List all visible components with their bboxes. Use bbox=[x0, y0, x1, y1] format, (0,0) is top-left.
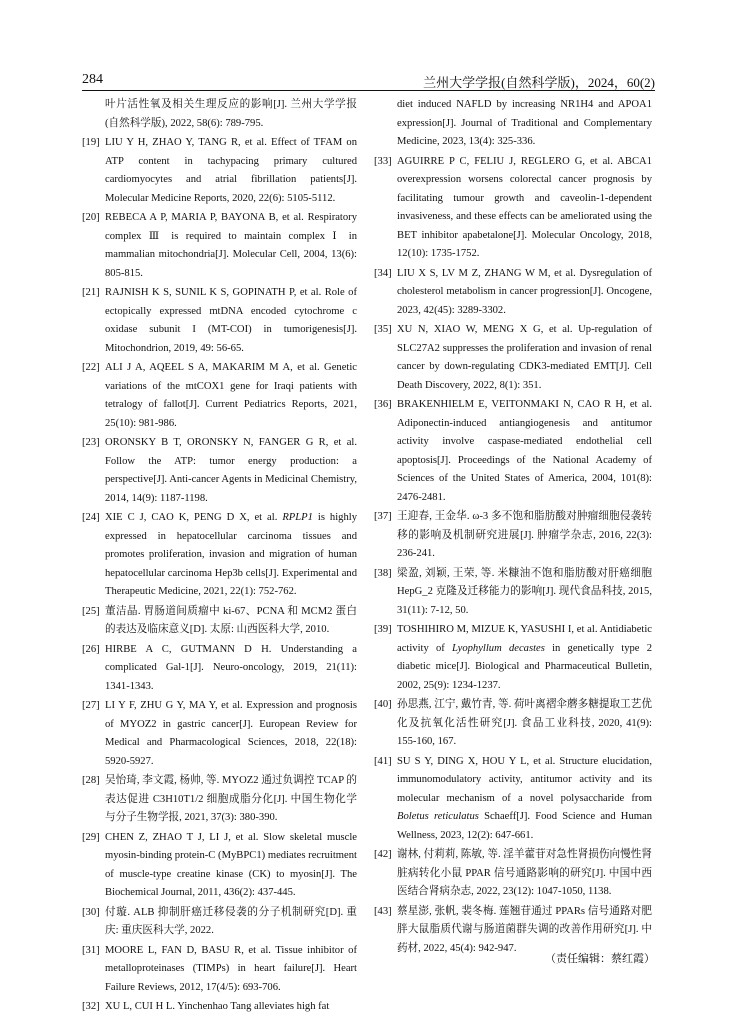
reference-text: 付璇. ALB 抑制肝癌迁移侵袭的分子机制研究[D]. 重庆: 重庆医科大学, 2022. bbox=[105, 906, 357, 936]
reference-text: 王迎春, 王金华. ω-3 多不饱和脂肪酸对肿瘤细胞侵袭转移的影响及机制研究进展[J]. 肿瘤学杂志, 2016, 22(3): 236-241. bbox=[397, 511, 652, 559]
reference-italic-term: RPLP1 bbox=[282, 512, 313, 523]
reference-number: [30] bbox=[82, 906, 100, 918]
reference-number: [39] bbox=[374, 624, 392, 635]
reference-text-part: TOSHIHIRO M, MIZUE K, YASUSHI I, et al. Antidiabetic activity of bbox=[397, 624, 652, 654]
left-reference-column bbox=[82, 96, 357, 1018]
reference-text: RAJNISH K S, SUNIL K S, GOPINATH P, et al. Role of ectopically expressed mtDNA encoded cytochrome c oxidase subunit I (MT-COI) in tumorigenesis[J]. Mitochondrion, 2019, 49: 56-65. bbox=[105, 287, 357, 354]
reference-item bbox=[82, 829, 357, 903]
reference-italic-term: Lyophyllum decastes bbox=[452, 642, 545, 654]
reference-text bbox=[105, 509, 357, 602]
reference-text: CHEN Z, ZHAO T J, LI J, et al. Slow skeletal muscle myosin-binding protein-C (MyBPC1) mediates recruitment of muscle-type creatine kinase (CK) to myosin[J]. The Biochemical Journal, 2011, 436(2): 437-445. bbox=[105, 831, 357, 898]
reference-text: 蔡星澎, 张帆, 裴冬梅. 莲翘苷通过 PPARs 信号通路对肥胖大鼠脂质代谢与肠道菌群失调的改善作用研究[J]. 中药材, 2022, 45(4): 942-947. bbox=[397, 905, 652, 954]
reference-text: LIU X S, LV M Z, ZHANG W M, et al. Dysregulation of cholesterol metabolism in cancer progression[J]. Oncogene, 2023, 42(45): 3289-3302. bbox=[397, 267, 652, 316]
reference-number: [36] bbox=[374, 399, 392, 410]
reference-text: BRAKENHIELM E, VEITONMAKI N, CAO R H, et al. Adiponectin-induced antiangiogenesis and antitumor activity involve caspase-mediated endothelial cell apoptosis[J]. Proceedings of the National Academy of Sciences of the United States of America, 2004, 101(8): 2476-2481. bbox=[397, 399, 652, 503]
page-number: 284 bbox=[82, 72, 103, 87]
reference-text: REBECA A P, MARIA P, BAYONA B, et al. Respiratory complex Ⅲ is required to maintain complex Ⅰ in mammalian mitochondria[J]. Molecular Cell, 2004, 13(6): 805-815. bbox=[105, 212, 357, 279]
reference-text-part: in genetically type 2 diabetic mice[J]. Biological and Pharmaceutical Bulletin, 2002, 25(9): 1234-1237. bbox=[397, 642, 653, 691]
reference-text: MOORE L, FAN D, BASU R, et al. Tissue inhibitor of metalloproteinases (TIMPs) in heart failure[J]. Heart Failure Reviews, 2012, 17(4/5): 693-706. bbox=[105, 944, 357, 993]
reference-item bbox=[82, 904, 357, 941]
reference-item bbox=[374, 153, 652, 264]
reference-item bbox=[374, 696, 652, 752]
reference-number: [32] bbox=[82, 1001, 100, 1012]
reference-text: 谢林, 付莉莉, 陈敏, 等. 淫羊藿苷对急性肾损伤向慢性肾脏病转化小鼠 PPAR 信号通路影响的研究[J]. 中国中西医结合肾病杂志, 2022, 23(12): 1047-1050, 1138. bbox=[397, 849, 652, 897]
reference-item bbox=[82, 359, 357, 433]
reference-text: ALI J A, AQEEL S A, MAKARIM M A, et al. Genetic variations of the mtCOX1 gene for Iraqi patients with tetralogy of fallot[J]. Current Pediatrics Reports, 2021, 25(10): 981-986. bbox=[105, 362, 357, 429]
reference-item bbox=[82, 641, 357, 697]
reference-number: [24] bbox=[82, 512, 100, 523]
reference-number: [37] bbox=[374, 511, 392, 522]
reference-text: LIU Y H, ZHAO Y, TANG R, et al. Effect of TFAM on ATP content in tachypacing primary cultured cardiomyocytes and atrial fibrillation patients[J]. Molecular Medicine Reports, 2020, 22(6): 5105-5112. bbox=[105, 137, 357, 204]
reference-text: 叶片活性氧及相关生理反应的影响[J]. 兰州大学学报(自然科学版), 2022, 58(6): 789-795. bbox=[105, 99, 357, 129]
reference-text: 董洁晶. 胃肠道间质瘤中 ki-67、PCNA 和 MCM2 蛋白的表达及临床意义[D]. 太原: 山西医科大学, 2010. bbox=[105, 605, 357, 635]
reference-item bbox=[374, 321, 652, 395]
reference-text: XU N, XIAO W, MENG X G, et al. Up-regulation of SLC27A2 suppresses the proliferation and invasion of renal cancer by down-regulating CDK3-mediated EMT[J]. Cell Death Discovery, 2022, 8(1): 351. bbox=[397, 324, 652, 391]
reference-number: [33] bbox=[374, 155, 392, 167]
reference-text: AGUIRRE P C, FELIU J, REGLERO G, et al. ABCA1 overexpression worsens colorectal cancer prognosis by facilitating tumour growth and caveolin-1-dependent invasiveness, and these effects can be ameliorated using the BET inhibitor apabetalone[J]. Molecular Oncology, 2018, 12(10): 1735-1752. bbox=[397, 155, 652, 259]
reference-item bbox=[82, 697, 357, 771]
reference-item bbox=[374, 508, 652, 564]
reference-item bbox=[374, 753, 652, 846]
reference-text bbox=[397, 753, 652, 846]
reference-item bbox=[374, 565, 652, 621]
reference-number: [28] bbox=[82, 775, 100, 786]
reference-item bbox=[82, 209, 357, 283]
reference-number: [38] bbox=[374, 567, 392, 579]
reference-text: LI Y F, ZHU G Y, MA Y, et al. Expression and prognosis of MYOZ2 in gastric cancer[J]. European Review for Medical and Pharmacological Sciences, 2018, 22(18): 5920-5927. bbox=[105, 700, 357, 767]
right-reference-column bbox=[374, 96, 652, 959]
reference-text-part: is highly expressed in hepatocellular carcinoma tissues and promotes proliferation, invasion and migration of human hepatocellular carcinoma Hep3b cells[J]. Experimental and Therapeutic Medicine, 2021, 22(1): 752-762. bbox=[105, 512, 357, 597]
reference-item bbox=[82, 509, 357, 602]
reference-text: 孙思燕, 江宁, 戴竹青, 等. 荷叶离褶伞蘑多糖提取工艺优化及抗氧化活性研究[J]. 食品工业科技, 2020, 41(9): 155-160, 167. bbox=[397, 699, 652, 747]
reference-item bbox=[82, 96, 357, 133]
reference-number: [41] bbox=[374, 755, 392, 767]
reference-text: ORONSKY B T, ORONSKY N, FANGER G R, et al. Follow the ATP: tumor energy production: a perspective[J]. Anti-cancer Agents in Medicinal Chemistry, 2014, 14(9): 1187-1198. bbox=[105, 437, 357, 504]
reference-item bbox=[82, 603, 357, 640]
reference-number: [22] bbox=[82, 362, 100, 373]
reference-number: [29] bbox=[82, 831, 100, 843]
reference-number: [23] bbox=[82, 437, 100, 448]
reference-number: [42] bbox=[374, 849, 392, 860]
reference-text-part: SU S Y, DING X, HOU Y L, et al. Structure elucidation, immunomodulatory activity, antitumor activity and its molecular mechanism of a novel polysaccharide from bbox=[397, 755, 652, 804]
reference-number: [35] bbox=[374, 324, 392, 335]
reference-item bbox=[82, 772, 357, 828]
running-header bbox=[82, 72, 655, 92]
reference-item bbox=[82, 998, 357, 1017]
footer-watermark bbox=[28, 990, 728, 998]
reference-number: [25] bbox=[82, 605, 100, 617]
editor-note: （责任编辑：蔡红霞） bbox=[545, 953, 655, 965]
reference-text: XU L, CUI H L. Yinchenhao Tang alleviates high fat bbox=[105, 1001, 330, 1012]
reference-number: [40] bbox=[374, 699, 392, 710]
reference-text: diet induced NAFLD by increasing NR1H4 and APOA1 expression[J]. Journal of Traditional and Complementary Medicine, 2023, 13(4): 325-336. bbox=[397, 99, 652, 147]
reference-number: [27] bbox=[82, 700, 100, 711]
reference-item bbox=[82, 284, 357, 358]
reference-item bbox=[374, 396, 652, 507]
journal-citation: 兰州大学学报(自然科学版)，2024，60(2) bbox=[423, 75, 655, 90]
reference-text: HIRBE A C, GUTMANN D H. Understanding a complicated Gal-1[J]. Neuro-oncology, 2019, 21(11): 1341-1343. bbox=[105, 643, 357, 692]
reference-text: 梁盈, 刘颖, 王荣, 等. 米糠油不饱和脂肪酸对肝癌细胞 HepG_2 克隆及迁移能力的影响[J]. 现代食品科技, 2015, 31(11): 7-12, 50. bbox=[397, 567, 652, 616]
reference-number: [43] bbox=[374, 905, 392, 917]
reference-item bbox=[82, 942, 357, 998]
reference-text bbox=[397, 621, 652, 695]
reference-number: [21] bbox=[82, 287, 100, 298]
reference-item bbox=[374, 846, 652, 902]
reference-item bbox=[374, 265, 652, 321]
reference-item bbox=[374, 621, 652, 695]
reference-item bbox=[374, 96, 652, 152]
reference-text: 吴怡琦, 李文霞, 杨帅, 等. MYOZ2 通过负调控 TCAP 的表达促进 C3H10T1/2 细胞成脂分化[J]. 中国生物化学与分子生物学报, 2021, 37(3): 380-390. bbox=[105, 775, 357, 823]
reference-item bbox=[82, 434, 357, 508]
reference-number: [20] bbox=[82, 212, 100, 223]
reference-number: [31] bbox=[82, 944, 100, 956]
reference-number: [19] bbox=[82, 137, 100, 148]
reference-text-part: Schaeff[J]. Food Science and Human Wellness, 2023, 12(2): 647-661. bbox=[397, 811, 652, 841]
reference-italic-term: Boletus reticulatus bbox=[397, 811, 479, 822]
reference-item bbox=[82, 134, 357, 208]
reference-number: [26] bbox=[82, 643, 100, 655]
reference-number: [34] bbox=[374, 267, 392, 279]
header-rule bbox=[82, 90, 655, 91]
reference-text-part: XIE C J, CAO K, PENG D X, et al. bbox=[105, 512, 283, 523]
